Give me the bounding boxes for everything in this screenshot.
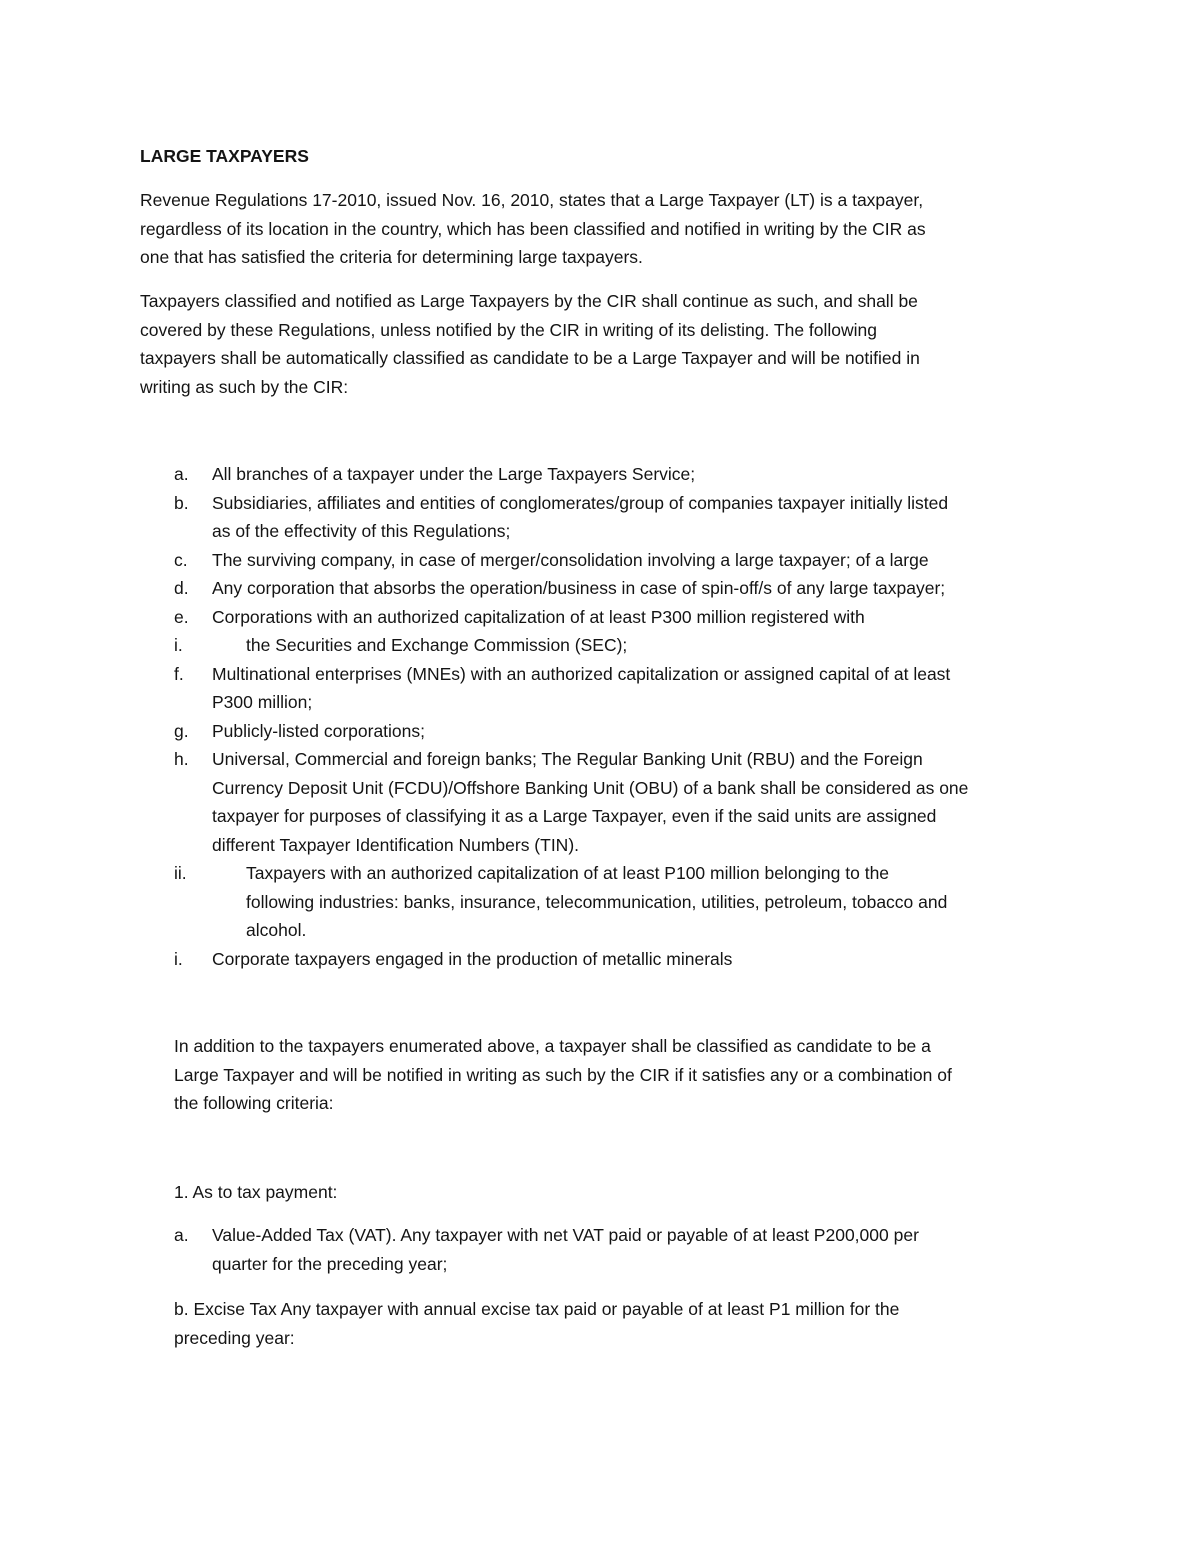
list-item-line: different Taxpayer Identification Numbers (TIN). [212, 834, 580, 855]
list-item [0, 945, 1200, 974]
list-item-line: the Securities and Exchange Commission (SEC); [246, 635, 628, 655]
list-item-line: The surviving company, in case of merger/consolidation involving a large taxpayer; of a large [212, 549, 929, 570]
list-item [0, 660, 1200, 717]
list-item-line: Any corporation that absorbs the operation/business in case of spin-off/s of any large taxpayer; [212, 578, 946, 598]
list-marker: a. [174, 1225, 189, 1245]
criteria-line: the following criteria: [174, 1093, 334, 1113]
list-marker: i. [174, 635, 183, 655]
list-marker: f. [174, 663, 184, 684]
list-item-text [212, 660, 1200, 717]
list-item-line: Subsidiaries, affiliates and entities of conglomerates/group of companies taxpayer initially listed [212, 492, 949, 513]
excise-tax-paragraph [174, 1295, 1114, 1352]
list-item-text [212, 1221, 1200, 1278]
list-item-line: P300 million; [212, 692, 313, 712]
list-item-line: Corporate taxpayers engaged in the production of metallic minerals [212, 948, 733, 969]
list-item [0, 603, 1200, 632]
criteria-line: In addition to the taxpayers enumerated above, a taxpayer shall be classified as candidate to be a [174, 1036, 931, 1056]
list-marker: c. [174, 549, 188, 570]
list-item-text [212, 546, 1200, 575]
list-marker: a. [174, 464, 189, 484]
list-item [0, 717, 1200, 746]
list-item [0, 460, 1200, 489]
list-item-line: Taxpayers with an authorized capitalization of at least P100 million belonging to the [246, 863, 890, 883]
list-item-text [212, 574, 1200, 603]
list-marker: ii. [174, 863, 187, 883]
automatic-candidates-list [0, 460, 1200, 973]
list-item-text [246, 859, 1200, 945]
list-item-line: Value-Added Tax (VAT). Any taxpayer with net VAT paid or payable of at least P200,000 per [212, 1225, 919, 1245]
classification-line: Taxpayers classified and notified as Large Taxpayers by the CIR shall continue as such, and shall be [140, 291, 918, 311]
excise-line: b. Excise Tax Any taxpayer with annual excise tax paid or payable of at least P1 million for the [174, 1299, 900, 1319]
list-item-text [212, 489, 1200, 546]
intro-line: Revenue Regulations 17-2010, issued Nov. 16, 2010, states that a Large Taxpayer (LT) is a taxpayer, [140, 190, 924, 210]
list-item-line: taxpayer for purposes of classifying it as a Large Taxpayer, even if the said units are assigned [212, 806, 937, 826]
list-item [0, 546, 1200, 575]
list-item-line: Currency Deposit Unit (FCDU)/Offshore Banking Unit (OBU) of a bank shall be considered as one [212, 777, 969, 798]
excise-line: preceding year: [174, 1327, 295, 1348]
list-marker: b. [174, 492, 189, 513]
list-item-line: alcohol. [246, 920, 307, 940]
list-marker: i. [174, 948, 183, 969]
list-item [0, 574, 1200, 603]
list-item-text [212, 945, 1200, 974]
list-item-text [212, 745, 1200, 859]
list-item-line: as of the effectivity of this Regulations; [212, 521, 511, 541]
additional-criteria-paragraph [174, 1032, 1114, 1118]
list-item-text [212, 603, 1200, 632]
classification-line: writing as such by the CIR: [140, 376, 349, 397]
classification-line: covered by these Regulations, unless notified by the CIR in writing of its delisting. The following [140, 319, 878, 340]
section-heading-tax-payment: 1. As to tax payment: [174, 1182, 338, 1202]
classification-paragraph [140, 287, 1080, 401]
list-item-text [212, 460, 1200, 489]
tax-payment-list [0, 1221, 1200, 1278]
list-item [0, 489, 1200, 546]
list-item-text [212, 717, 1200, 746]
document-title: LARGE TAXPAYERS [140, 146, 309, 166]
classification-line: taxpayers shall be automatically classified as candidate to be a Large Taxpayer and will be notified in [140, 348, 920, 368]
list-marker: e. [174, 606, 189, 627]
list-item-line: Multinational enterprises (MNEs) with an authorized capitalization or assigned capital of at least [212, 663, 951, 684]
list-item-line: quarter for the preceding year; [212, 1253, 448, 1274]
list-item [0, 859, 1200, 945]
list-marker: g. [174, 720, 189, 741]
list-item-line: All branches of a taxpayer under the Large Taxpayers Service; [212, 464, 696, 484]
list-item-line: Universal, Commercial and foreign banks; The Regular Banking Unit (RBU) and the Foreign [212, 749, 923, 769]
list-item [0, 631, 1200, 660]
list-item-vat [0, 1221, 1200, 1278]
criteria-line: Large Taxpayer and will be notified in writing as such by the CIR if it satisfies any or a combination of [174, 1064, 952, 1085]
intro-line: regardless of its location in the country, which has been classified and notified in writing by the CIR as [140, 218, 926, 239]
list-item-line: Corporations with an authorized capitalization of at least P300 million registered with [212, 606, 865, 627]
list-marker: h. [174, 749, 189, 769]
intro-line: one that has satisfied the criteria for determining large taxpayers. [140, 247, 643, 267]
list-item-line: Publicly-listed corporations; [212, 720, 426, 741]
list-item-text [246, 631, 1200, 660]
list-item-line: following industries: banks, insurance, telecommunication, utilities, petroleum, tobacco and [246, 891, 948, 912]
list-marker: d. [174, 578, 189, 598]
list-item [0, 745, 1200, 859]
intro-paragraph [140, 186, 1080, 272]
